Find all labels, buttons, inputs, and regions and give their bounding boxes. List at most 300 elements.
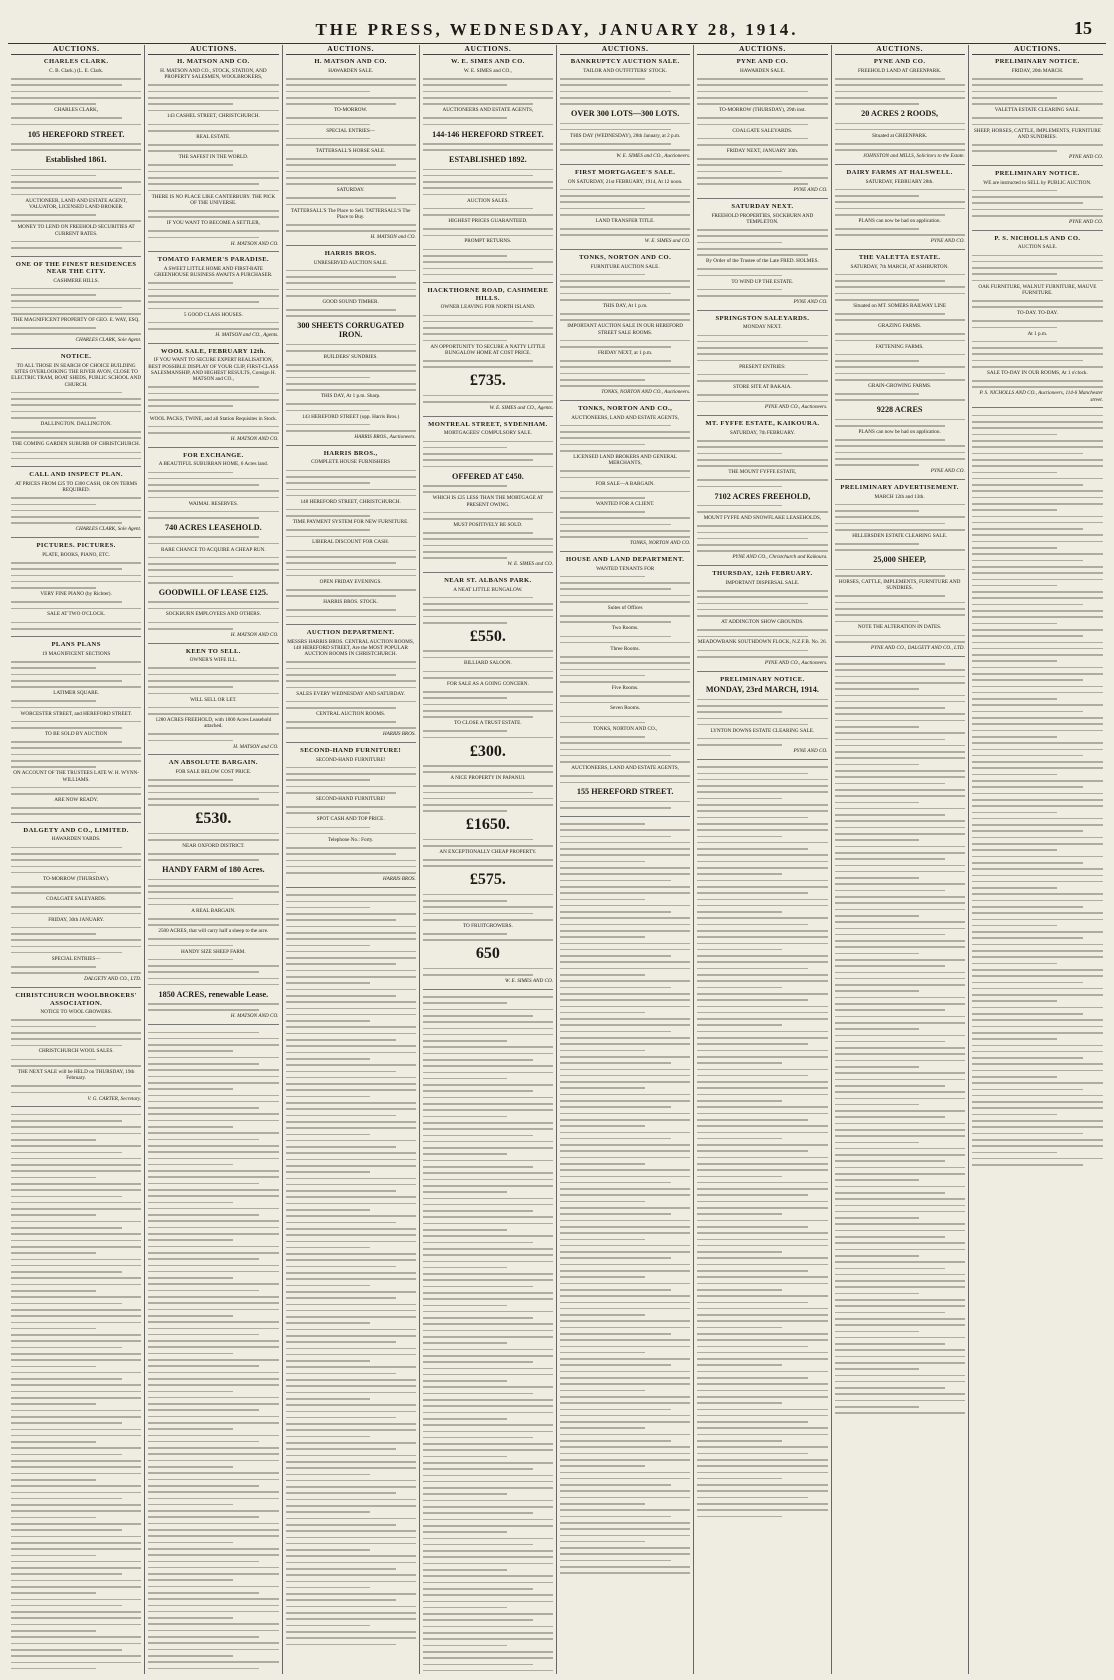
body-text-line [560,383,690,389]
ad-line: SATURDAY, 7th MARCH, AT ASHBURTON. [850,263,949,270]
ad-line: HANDY SIZE SHEEP FARM. [181,948,246,955]
body-text-line [11,910,141,916]
column-1 [8,45,145,1674]
column-header: AUCTIONS. [423,45,553,55]
advertisement [697,676,827,760]
body-text-line [148,737,278,743]
body-text-line [697,742,827,748]
column-7 [832,45,969,1674]
ad-heading: TOMATO FARMER'S PARADISE. [157,256,270,264]
ad-line: FOR SALE AS A GOING CONCERN. [446,680,529,687]
advertisement [835,484,965,657]
body-text-line [148,214,278,220]
ad-heading: ONE OF THE FINEST RESIDENCES NEAR THE CITY. [15,260,137,276]
body-text-line [11,890,141,896]
body-text-line [286,513,416,519]
ad-line: 19 MAGNIFICENT SECTIONS [42,650,111,657]
body-text-line [423,654,553,660]
body-text-line [148,942,278,948]
body-text-line [11,520,141,526]
ad-signature: PYNE AND CO., Christchurch and Kaikoura. [732,554,828,561]
ad-heading: NOTICE. [60,353,92,361]
body-text-line [11,950,141,956]
body-text-line [286,407,416,413]
ad-line: COALGATE SALEYARDS. [46,896,107,903]
ad-line: AT PRICES FROM £25 TO £300 CASH, OR ON TERMS REQUIRED. [15,480,138,494]
column-header: AUCTIONS. [972,45,1103,55]
ad-heading: WOOL SALE, FEBRUARY 12th. [160,347,266,355]
ad-line: HAWARDEN SALE. [739,67,785,74]
body-text-line [423,620,553,626]
body-text-line [11,147,141,153]
advertisement [560,58,690,165]
ad-line: WOOL PACKS, TWINE, and all Station Requisites in Stock. [149,415,278,422]
ad-line: OWNER LEAVING FOR NORTH ISLAND. [440,304,536,311]
body-text-line [286,1641,416,1647]
body-text-line [11,435,141,441]
body-text-line [148,711,278,717]
body-text-line [148,626,278,632]
body-text-line [835,527,965,533]
advertisement [972,170,1103,231]
advertisement [286,450,416,625]
ad-line: FREEHOLD PROPERTIES, SOCKBURN AND TEMPLETON. [711,212,814,225]
ad-line: THIS DAY (WEDNESDAY), 28th January, at 2 p.m. [570,132,681,139]
ad-line: LIBERAL DISCOUNT FOR CASH. [312,539,390,546]
body-text-line [423,271,553,277]
body-text-line [697,548,827,554]
ad-price: £1650. [465,816,510,834]
ad-line: TO ALL THOSE IN SEARCH OF CHOICE BUILDING SITES OVERLOOKING THE RIVER AVON, CLOSE TO ELECTRIC TRAM, BOAT SHEDS, PUBLIC SCHOOL AND CHURCH. [11,362,142,388]
ad-heading: NEAR ST. ALBANS PARK. [444,576,532,584]
body-text-line [697,252,827,258]
ad-line: AT ADDINGTON SHOW GROUNDS. [721,619,804,626]
ad-line: MARCH 12th and 13th. [874,493,925,500]
column-2 [145,45,282,1674]
ad-signature: HARRIS BROS. [382,731,416,738]
body-text-line [148,605,278,611]
body-text-line [286,228,416,234]
ad-price: £575. [469,871,506,889]
ad-line: ON ACCOUNT OF THE TRUSTEES LATE W. H. WYNN-WILLIAMS. [13,770,140,783]
advertisement [835,254,965,480]
body-text-line [423,212,553,218]
ad-line: WE are instructed to SELL by PUBLIC AUCTION. [983,179,1092,186]
body-text-line [697,272,827,278]
body-text-line [560,759,690,765]
ad-line: Telephone No.: Forty. [327,836,374,843]
body-text-line [697,357,827,363]
ad-heading: HARRIS BROS., [323,449,378,457]
advertisement [148,256,278,343]
body-text-line [148,148,278,154]
ad-line: OPEN FRIDAY EVENINGS. [319,578,382,585]
column-3 [283,45,420,1674]
body-text-line [835,547,965,553]
ad-line: THE SAFEST IN THE WORLD. [178,154,249,161]
ad-line: MONDAY NEXT. [743,324,782,331]
body-text-line [560,101,690,107]
body-text-line [972,324,1103,330]
ad-heading: H. MATSON AND CO. [177,58,250,66]
ad-signature: HARRIS BROS., Auctioneers. [354,434,416,441]
ad-line: TO-MORROW (THURSDAY). [43,875,110,882]
ad-heading: SECOND-HAND FURNITURE! [300,747,402,755]
ad-line: 9228 ACRES [876,405,923,415]
body-text-line [423,489,553,495]
ad-heading: BANKRUPTCY AUCTION SALE. [570,58,680,66]
ad-line: AUCTION SALE. [1017,244,1057,251]
ad-line: By Order of the Trustee of the Late FRED. HOLMES. [705,258,819,265]
ad-signature: CHARLES CLARK, Sole Agent. [75,337,142,344]
ad-signature: PYNE AND CO., Auctioneers. [764,659,828,666]
ad-line: OAK FURNITURE, WALNUT FURNITURE, MAUVE FURNITURE. [978,283,1097,296]
advertisement [11,827,141,988]
body-text-line [560,1570,690,1576]
ad-line: SATURDAY, 7th FEBRUARY. [729,429,795,436]
ad-line: OVER 300 LOTS—300 LOTS. [570,109,680,119]
ad-line: REAL ESTATE. [196,133,231,140]
ad-line: 2500 ACRES, that will carry half a sheep to the acre. [158,928,269,935]
advertisement [148,452,278,644]
body-text-line [148,982,278,988]
column-8 [969,45,1106,1674]
ad-heading: SPRINGSTON SALEYARDS. [715,314,810,322]
ad-line: Suites of Offices [607,604,643,611]
advertisement [148,759,278,1025]
advertisement [972,235,1103,409]
body-text-line [11,585,141,591]
body-text-line [286,428,416,434]
advertisement [11,58,141,256]
ad-line: FRIDAY NEXT, JANUARY 30th. [726,147,799,154]
column-header: AUCTIONS. [697,45,827,55]
body-text-line [560,534,690,540]
ad-line: FRIDAY NEXT, at 1 p.m. [598,349,653,356]
body-text-line [697,398,827,404]
body-text-line [286,572,416,578]
ad-line: MONEY TO LEND ON FREEHOLD SECURITIES AT CURRENT RATES. [17,224,135,237]
advertisement [286,58,416,246]
ad-heading: FOR EXCHANGE. [183,451,244,459]
body-text-line [697,293,827,299]
ad-line: COALGATE SALEYARDS. [732,127,793,134]
body-text-line [423,147,553,153]
body-text-line [560,805,690,811]
body-text-line [697,463,827,469]
ad-signature: H. MATSON AND CO. [230,1013,279,1020]
ad-signature: H. MATSON AND CO. [230,435,279,442]
ad-line: HORSES, CATTLE, IMPLEMENTS, FURNITURE AND SUNDRIES. [838,578,961,592]
ad-line: LYNTON DOWNS ESTATE CLEARING SALE. [710,727,815,734]
ad-heading: PYNE AND CO. [736,58,789,66]
body-text-line [11,605,141,611]
ad-line: ON SATURDAY, 21st FEBRUARY, 1914, At 12 noon. [567,178,683,185]
body-text-line [697,1513,827,1519]
body-text-line [11,1063,141,1069]
ad-line: SALE TO-DAY IN OUR ROOMS, At 1 o'clock. [986,369,1088,376]
column-5 [557,45,694,1674]
ad-heading: AUCTION DEPARTMENT. [306,629,395,637]
body-text-line [286,684,416,690]
body-text-line [11,455,141,461]
ad-line: UNRESERVED AUCTION SALE. [313,259,388,266]
advertisement [972,58,1103,166]
ad-line: SOCKBURN EMPLOYEES AND OTHERS. [165,611,261,618]
body-text-line [697,509,827,515]
advertisement [560,405,690,552]
ad-line: 7102 ACRES FREEHOLD, [714,491,811,501]
ad-line: CENTRAL AUCTION ROOMS. [316,710,386,717]
ad-heading: P. S. NICHOLLS AND CO. [994,234,1081,242]
ad-line: THIS DAY, At 1 p.m. Sharp. [320,393,381,400]
body-text-line [286,790,416,796]
ad-line: TAILOR AND OUTFITTERS' STOCK. [583,67,667,74]
ad-signature: W. E. SIMES AND CO. [505,977,553,984]
ad-line: TO-MORROW. [333,107,368,114]
body-text-line [286,725,416,731]
body-text-line [560,679,690,685]
ad-line: 1850 ACRES, renewable Lease. [158,989,269,999]
ad-line: TATTERSALL'S HORSE SALE. [315,147,386,154]
masthead-title: THE PRESS, WEDNESDAY, JANUARY 28, 1914. [315,20,799,39]
advertisement [697,315,827,416]
ad-signature: H. MATSON and CO. [370,234,416,241]
body-text-line [148,187,278,193]
ad-signature: CHARLES CLARK, Sole Agent. [75,526,142,533]
ad-signature: PYNE AND CO. [1068,154,1103,161]
body-text-line [423,808,553,814]
ad-heading: PYNE AND CO. [873,58,926,66]
body-text-line [286,613,416,619]
body-text-line [697,121,827,127]
ad-line: TONKS, NORTON AND CO., [592,725,658,732]
ad-line: 143 CASHEL STREET, CHRISTCHURCH. [166,113,260,120]
ad-line: ESTABLISHED 1892. [449,155,527,165]
ad-line: TO FRUITGROWERS. [462,922,513,929]
ad-signature: PYNE AND CO. [793,748,828,755]
ad-line: A SWEET LITTLE HOME AND FIRST-RATE GREENHOUSE BUSINESS AWAITS A PURCHASER. [154,266,273,279]
ad-line: FATTENING FARMS. [875,343,924,350]
body-text-line [286,870,416,876]
body-text-line [560,212,690,218]
advertisement [11,471,141,538]
body-text-line [835,618,965,624]
ad-heading: PLANS PLANS [51,641,101,649]
ad-line: WAIMAI. RESERVES. [188,500,239,507]
body-text-line [148,540,278,546]
ad-line: FREEHOLD LAND AT GREENPARK. [857,67,942,74]
body-text-line [835,423,965,429]
ad-line: WANTED FOR A CLIENT. [595,501,655,507]
ad-line: HAWARDEN YARDS. [51,836,101,843]
body-text-line [286,593,416,599]
ad-line: WHICH IS £25 LESS THAN THE MORTGAGE AT PRESENT OWING. [432,495,544,508]
body-text-line [11,704,141,710]
ad-line: BILLIARD SALOON. [463,660,512,667]
ad-line: PROMPT RETURNS. [464,238,512,245]
body-text-line [423,972,553,978]
body-text-line [972,304,1103,310]
ad-line: SPOT CASH AND TOP PRICE. [316,816,385,823]
ad-signature: P. S. NICHOLLS AND CO., Auctioneers, 114-6 Manchester street. [979,390,1103,403]
body-text-line [148,857,278,863]
body-text-line [148,494,278,500]
ad-heading: CHARLES CLARK. [43,58,109,66]
ad-signature: W. E. SIMES and CO., Auctioneers. [616,153,691,160]
ad-signature: PYNE AND CO. [930,468,965,475]
ad-line: VALETTA ESTATE CLEARING SALE. [994,107,1080,114]
ad-heading: PRELIMINARY NOTICE. [995,170,1080,178]
body-text-line [835,337,965,343]
ad-line: SALE AT TWO O'CLOCK. [47,611,106,618]
ad-heading: CHRISTCHURCH WOOLBROKERS' ASSOCIATION. [15,991,137,1007]
ad-line: 20 ACRES 2 ROODS, [861,109,939,119]
ad-heading: TONKS, NORTON AND CO., [578,405,673,413]
ad-line: VERY FINE PIANO (by Richter). [40,591,112,598]
body-text-line [11,101,141,107]
ad-heading: MT. FYFFE ESTATE, KAIKOURA. [705,420,820,428]
ad-price: £300. [469,742,506,760]
advertisement [286,629,416,743]
ad-signature: H. MATSON AND CO. [230,240,279,247]
ad-line: FRIDAY, 30th JANUARY. [48,916,105,923]
ad-line: NOTE THE ALTERATION IN DATES. [857,624,942,631]
ad-line: A NEAT LITTLE BUNGALOW. [453,586,523,593]
ad-line: OFFERED AT £450. [451,471,524,481]
body-text-line [11,415,141,421]
ad-line: AN EXCEPTIONALLY CHEAP PROPERTY. [439,848,537,855]
body-text-line [423,863,553,869]
ad-signature: W. E. SIMES and CO. [644,238,691,245]
body-text-line [423,101,553,107]
ad-line: TATTERSALL'S The Place to Sell. TATTERSALL'S The Place to Buy. [290,207,411,220]
advertisement [560,556,690,816]
ad-line: MONDAY, 23rd MARCH, 1914. [705,685,819,695]
ad-line: WANTED TENANTS FOR [596,565,655,572]
ad-line: W. E. SIMES and CO., [463,67,512,74]
ad-line: 148 HEREFORD STREET, CHRISTCHURCH. [300,498,401,505]
ad-line: 144-146 HEREFORD STREET. [432,129,544,139]
ad-line: FOR SALE BELOW COST PRICE. [175,768,252,775]
column-4 [420,45,557,1674]
body-text-line [972,1162,1103,1168]
ad-line: PLANS can now be had on application. [858,217,941,224]
body-text-line [423,917,553,923]
ad-signature: W. E. SIMES and CO. [507,561,553,568]
body-text-line [697,101,827,107]
advertisement [148,348,278,448]
ad-line: CHARLES CLARK, [54,107,99,114]
ad-line: BUILDERS' SUNDRIES. [323,353,378,360]
ad-line: HANDY FARM of 180 Acres. [162,865,265,875]
masthead-rule [8,43,1106,44]
ad-signature: PYNE AND CO. [793,187,828,194]
body-text-line [11,191,141,197]
body-text-line [560,317,690,323]
ad-heading: MONTREAL STREET, SYDENHAM. [428,420,548,428]
ad-line: 25,000 SHEEP, [873,555,926,565]
ad-heading: AN ABSOLUTE BARGAIN. [168,759,258,767]
ad-line: IMPORTANT DISPERSAL SALE. [725,579,800,586]
body-text-line [11,1089,141,1095]
body-text-line [148,922,278,928]
ad-line: TO CLOSE A TRUST ESTATE. [454,720,522,727]
ad-line: WORCESTER STREET, and HEREFORD STREET. [20,710,132,717]
ad-line: THIS DAY, At 1 p.m. [602,302,648,309]
body-text-line [286,313,416,319]
body-text-line [560,474,690,480]
body-text-line [560,699,690,705]
ad-signature: PYNE AND CO., Auctioneers. [764,404,828,411]
ad-heading: PICTURES. PICTURES. [36,542,116,550]
ad-line: 105 HEREFORD STREET. [27,129,125,139]
body-text-line [286,121,416,127]
ad-line: SECOND-HAND FURNITURE! [315,795,386,802]
ad-price: £550. [469,627,506,645]
body-text-line [835,232,965,238]
body-text-line [423,769,553,775]
body-text-line [972,277,1103,283]
body-text-line [697,613,827,619]
advertisement [286,747,416,888]
ad-line: FOR SALE—A BARGAIN. [595,480,655,487]
ad-signature: HARRIS BROS. [382,876,416,883]
ad-line: NEAR OXFORD DISTRICT. [182,842,245,849]
body-text-line [835,297,965,303]
body-text-line [835,462,965,468]
ad-price: £735. [469,372,506,390]
ad-price: 650 [475,945,500,963]
ad-line: H. MATSON AND CO., STOCK, STATION, AND PROPERTY SALESMEN, WOOLBROKERS, [160,67,267,81]
body-text-line [972,213,1103,219]
body-text-line [697,633,827,639]
advertisement [11,992,141,1107]
ad-line: AN OPPORTUNITY TO SECURE A NATTY LITTLE BUNGALOW HOME AT COST PRICE. [430,343,546,356]
ad-line: TO-DAY. TO-DAY. [1016,310,1058,317]
body-text-line [148,409,278,415]
ad-line: DALLINGTON. DALLINGTON. [40,420,112,427]
ad-signature: W. E. SIMES and CO., Agents. [489,404,553,411]
body-text-line [11,869,141,875]
ad-line: Three Rooms. [610,645,640,652]
body-text-line [286,492,416,498]
body-text-line [286,810,416,816]
ad-heading: HOUSE AND LAND DEPARTMENT. [565,556,685,564]
ad-signature: H. MATSON AND CO. [230,631,279,638]
body-text-line [697,654,827,660]
column-grid [8,45,1106,1674]
advertisement [11,261,141,350]
ad-line: FURNITURE AUCTION SALE. [590,263,660,270]
ad-line: SECOND-HAND FURNITURE! [315,756,386,763]
ad-line: MORTGAGEES' COMPULSORY SALE. [443,430,532,437]
advertisement [560,254,690,401]
body-text-line [148,1671,278,1674]
ad-line: CHRISTCHURCH WOOL SALES. [38,1048,114,1055]
ad-line: THERE IS NO PLACE LIKE CANTERBURY. THE PICK OF THE UNIVERSE. [151,193,276,206]
body-text-line [423,843,553,849]
body-text-line [972,101,1103,107]
ad-line: IF YOU WANT TO BECOME A SETTLER, [166,220,260,227]
body-text-line [560,344,690,350]
body-text-line [560,147,690,153]
ad-line: LICENSED LAND BROKERS AND GENERAL MERCHANTS, [573,453,677,467]
ad-line: FRIDAY, 20th MARCH. [1011,67,1064,74]
body-text-line [11,331,141,337]
body-text-line [835,126,965,132]
body-text-line [835,147,965,153]
